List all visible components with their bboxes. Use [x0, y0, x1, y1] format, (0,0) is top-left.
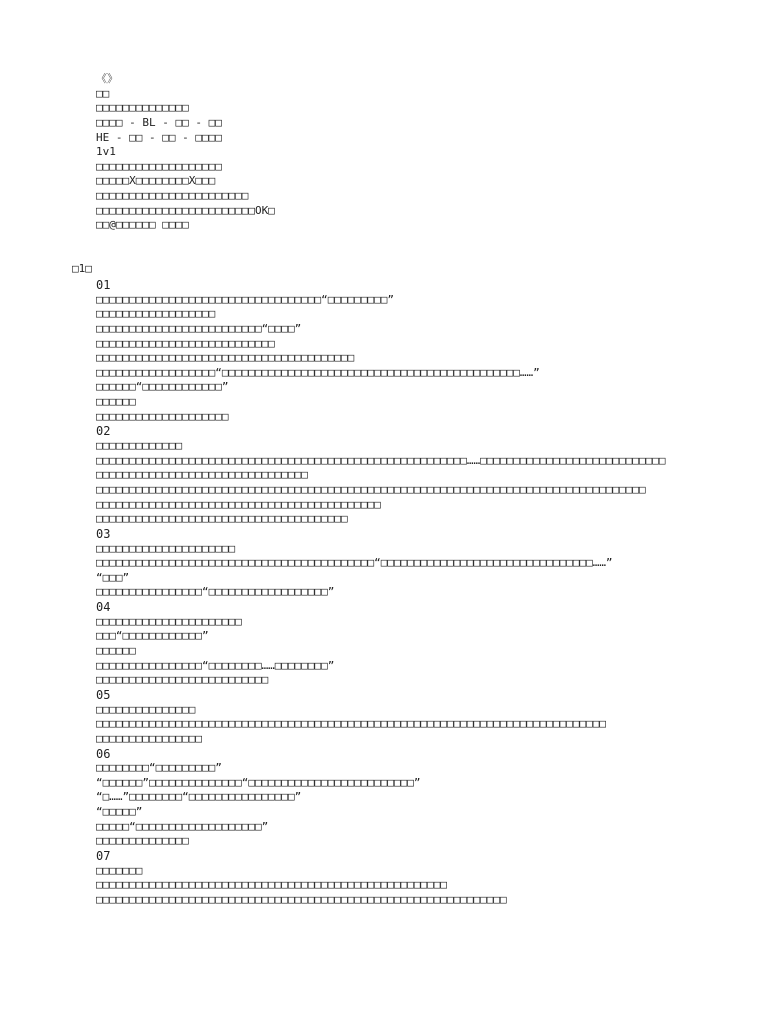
- paragraph: “□□□□□□”□□□□□□□□□□□□□□“□□□□□□□□□□□□□□□□□□□□□□□□□”: [96, 775, 421, 789]
- paragraph: □□□□□□□□□□□□□□□□: [96, 731, 202, 745]
- paragraph: □□□□□□□□□□□□□□□□□□: [96, 307, 216, 321]
- paragraph: □□□□□□: [96, 644, 136, 658]
- paragraph: □□□□□□□□□□□□□□□□□□□□□□□□□□□□□□□□□□□□□□□□□□“□□□□□□□□□□□□□□□□□□□□□□□□□□□□□□□□……”: [96, 556, 613, 570]
- paragraph: □□□□□□□□□□□□□□□□□□□□□□□□□□□□□□□□□□□□□□□□□□□□□□□□□□□□□□□□……□□□□□□□□□□□□□□□□□□□□□□□□□□□□: [96, 453, 666, 467]
- paragraph: □□□□□□□□□□□□□□□□□□□□□□□□□□□□□□□□□□□□□□□□□□□□□□□□□□□□□□□□□□□□□□□□□□□□□□□□□□□□□□□□□□□: [96, 482, 646, 496]
- paragraph: □□□□□□□□□□□□□□: [96, 834, 189, 848]
- book-title-marks: 《》: [96, 72, 118, 85]
- paragraph: “□□□”: [96, 570, 130, 584]
- paragraph: □□□□□□□□□□□□□□□□□□□□□□□□□□□□□□□□□□□□□□: [96, 512, 348, 526]
- paragraph: □□□□□□□□□□□□□□□□“□□□□□□□□……□□□□□□□□”: [96, 658, 335, 672]
- meta-line: □□□□□□□□□□□□□□□□□□□□□□□: [96, 189, 249, 203]
- meta-line: □□□□□X□□□□□□□□X□□□: [96, 174, 216, 188]
- section-number: 01: [96, 278, 111, 292]
- paragraph: □□□□□□□□□□□□□□□□□□□□: [96, 409, 229, 423]
- paragraph: “□……”□□□□□□□□“□□□□□□□□□□□□□□□□”: [96, 790, 302, 804]
- section-number: 05: [96, 687, 111, 702]
- section-number: 02: [96, 424, 111, 439]
- paragraph: □□□□□□□□□□□□□□□□□□□□□□□□□□□□□□□□□□□□□□□: [96, 351, 355, 365]
- paragraph: □□□□□□□□□□□□□□□□□□□□□□: [96, 614, 242, 628]
- chapter-body: [72, 278, 700, 908]
- paragraph: □□□□□□□□□□□□□□□□□□□□□□□□□□□□□□□□□□“□□□□□□□□□”: [96, 292, 395, 306]
- paragraph: □□□□□□“□□□□□□□□□□□□”: [96, 380, 229, 394]
- paragraph: □□□□□□□□□□□□□□□□“□□□□□□□□□□□□□□□□□□”: [96, 585, 335, 599]
- paragraph: □□□□□□□□□□□□□□□□□□“□□□□□□□□□□□□□□□□□□□□□□□□□□□□□□□□□□□□□□□□□□□□□……”: [96, 365, 540, 379]
- tags-line: □□□□ - BL - □□ - □□: [96, 115, 222, 129]
- tags-line: HE - □□ - □□ - □□□□: [96, 130, 222, 144]
- paragraph: □□□□□□□□“□□□□□□□□□”: [96, 761, 222, 775]
- contact-line: □□@□□□□□□ □□□□: [96, 218, 189, 232]
- meta-line: □□□□□□□□□□□□□□□□□□□□□□□□OK□: [96, 203, 275, 217]
- paragraph: □□□□□□: [96, 395, 136, 409]
- section-number: 06: [96, 746, 111, 761]
- paragraph: □□□□□“□□□□□□□□□□□□□□□□□□□”: [96, 819, 269, 833]
- section-number: 04: [96, 600, 111, 615]
- paragraph: □□□□□□□□□□□□□□□□□□□□□: [96, 541, 236, 555]
- paragraph: “□□□□□”: [96, 805, 143, 819]
- meta-line: □□□□□□□□□□□□□□□□□□□: [96, 159, 222, 173]
- paragraph: □□□□□□□□□□□□□: [96, 439, 183, 453]
- paragraph: □□□□□□□: [96, 863, 143, 877]
- paragraph: □□□□□□□□□□□□□□□□□□□□□□□□□□□□□□□□□□□□□□□□□□□: [96, 497, 381, 511]
- author-line: □□: [96, 86, 110, 100]
- section-number: 03: [96, 526, 111, 541]
- paragraph: □□□□□□□□□□□□□□□□□□□□□□□□□□□□□□□□□□□□□□□□□□□□□□□□□□□□□: [96, 878, 447, 892]
- paragraph: □□□□□□□□□□□□□□□□□□□□□□□□□□□□□□□□: [96, 468, 308, 482]
- meta-line: □□□□□□□□□□□□□□: [96, 101, 189, 115]
- pairing-line: 1v1: [96, 145, 116, 159]
- paragraph: □□□□□□□□□□□□□□□: [96, 702, 196, 716]
- paragraph: □□□□□□□□□□□□□□□□□□□□□□□□□□□: [96, 336, 275, 350]
- section-number: 07: [96, 849, 111, 864]
- paragraph: □□□□□□□□□□□□□□□□□□□□□□□□□□□□□□□□□□□□□□□□□□□□□□□□□□□□□□□□□□□□□□□□□□□□□□□□□□□□□: [96, 717, 606, 731]
- paragraph: □□□□□□□□□□□□□□□□□□□□□□□□□□□□□□□□□□□□□□□□□□□□□□□□□□□□□□□□□□□□□□: [96, 892, 507, 906]
- paragraph: □□□□□□□□□□□□□□□□□□□□□□□□□“□□□□”: [96, 321, 302, 335]
- chapter-title: □1□: [72, 262, 92, 275]
- paragraph: □□□“□□□□□□□□□□□□”: [96, 629, 209, 643]
- paragraph: □□□□□□□□□□□□□□□□□□□□□□□□□□: [96, 673, 269, 687]
- title-block: [96, 72, 736, 233]
